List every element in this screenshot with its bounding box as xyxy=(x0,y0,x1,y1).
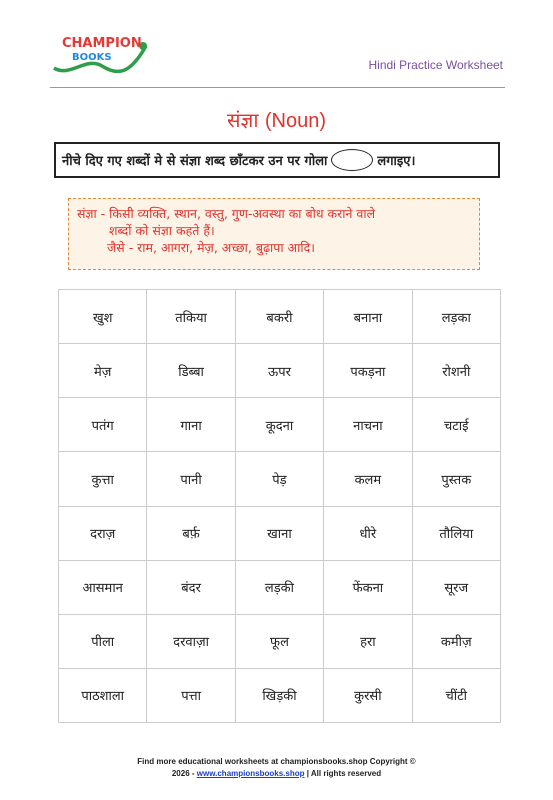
word-cell[interactable]: गाना xyxy=(147,398,235,452)
logo-text-books: BOOKS xyxy=(72,52,112,63)
word-cell[interactable]: तौलिया xyxy=(412,506,500,560)
word-cell[interactable]: पाठशाला xyxy=(59,668,147,722)
word-cell[interactable]: कुत्ता xyxy=(59,452,147,506)
word-cell[interactable]: पुस्तक xyxy=(412,452,500,506)
word-cell[interactable]: पत्ता xyxy=(147,668,235,722)
word-row xyxy=(59,344,501,398)
word-cell[interactable]: आसमान xyxy=(59,560,147,614)
word-cell[interactable]: पीला xyxy=(59,614,147,668)
instruction-text-end: लगाइए। xyxy=(377,154,416,169)
word-cell[interactable]: खुश xyxy=(59,290,147,344)
word-cell[interactable]: फेंकना xyxy=(324,560,412,614)
word-cell[interactable]: चींटी xyxy=(412,668,500,722)
word-row xyxy=(59,290,501,344)
worksheet-category: Hindi Practice Worksheet xyxy=(368,58,503,72)
word-grid xyxy=(58,289,501,723)
logo-text-champion: CHAMPION xyxy=(62,36,142,51)
word-cell[interactable]: हरा xyxy=(324,614,412,668)
word-cell[interactable]: नाचना xyxy=(324,398,412,452)
word-cell[interactable]: बकरी xyxy=(235,290,323,344)
word-row xyxy=(59,452,501,506)
word-cell[interactable]: कमीज़ xyxy=(412,614,500,668)
word-cell[interactable]: पेड़ xyxy=(235,452,323,506)
footer-line-2 xyxy=(0,768,553,780)
definition-box xyxy=(68,198,480,270)
word-cell[interactable]: बंदर xyxy=(147,560,235,614)
word-row xyxy=(59,506,501,560)
word-cell[interactable]: कलम xyxy=(324,452,412,506)
word-cell[interactable]: डिब्बा xyxy=(147,344,235,398)
instruction-box xyxy=(54,142,500,178)
champion-books-logo xyxy=(50,34,150,74)
page-header xyxy=(0,0,553,95)
footer-rights: | All rights reserved xyxy=(306,769,382,778)
word-cell[interactable]: दराज़ xyxy=(59,506,147,560)
word-cell[interactable]: कूदना xyxy=(235,398,323,452)
word-cell[interactable]: चटाई xyxy=(412,398,500,452)
word-cell[interactable]: रोशनी xyxy=(412,344,500,398)
word-cell[interactable]: बनाना xyxy=(324,290,412,344)
word-row xyxy=(59,614,501,668)
word-cell[interactable]: लड़का xyxy=(412,290,500,344)
word-row xyxy=(59,560,501,614)
instruction-text: नीचे दिए गए शब्दों मे से संज्ञा शब्द छाँटकर उन पर गोला xyxy=(62,154,328,169)
word-cell[interactable]: ऊपर xyxy=(235,344,323,398)
word-cell[interactable]: पतंग xyxy=(59,398,147,452)
word-cell[interactable]: सूरज xyxy=(412,560,500,614)
word-cell[interactable]: पकड़ना xyxy=(324,344,412,398)
footer-line-1: Find more educational worksheets at championsbooks.shop Copyright © xyxy=(137,757,416,766)
word-row xyxy=(59,398,501,452)
footer-year: 2026 - xyxy=(171,769,195,778)
definition-line-1: संज्ञा - किसी व्यक्ति, स्थान, वस्तु, गुण-अवस्था का बोध कराने वाले xyxy=(77,206,376,221)
word-row xyxy=(59,668,501,722)
word-cell[interactable]: फूल xyxy=(235,614,323,668)
word-cell[interactable]: पानी xyxy=(147,452,235,506)
page-title xyxy=(0,106,553,133)
title-english: (Noun) xyxy=(264,110,327,132)
footer-website-link[interactable]: www.championsbooks.shop xyxy=(196,769,305,778)
header-divider xyxy=(50,87,505,88)
definition-examples: जैसे - राम, आगरा, मेज़, अच्छा, बुढ़ापा आदि। xyxy=(107,240,315,255)
word-cell[interactable]: लड़की xyxy=(235,560,323,614)
title-hindi: संज्ञा xyxy=(226,108,259,132)
definition-line-2: शब्दों को संज्ञा कहते हैं। xyxy=(109,223,215,238)
word-cell[interactable]: तकिया xyxy=(147,290,235,344)
word-cell[interactable]: दरवाज़ा xyxy=(147,614,235,668)
page-footer xyxy=(0,756,553,780)
oval-icon xyxy=(331,149,373,171)
word-cell[interactable]: मेज़ xyxy=(59,344,147,398)
word-cell[interactable]: खाना xyxy=(235,506,323,560)
word-cell[interactable]: कुरसी xyxy=(324,668,412,722)
word-cell[interactable]: धीरे xyxy=(324,506,412,560)
word-cell[interactable]: बर्फ़ xyxy=(147,506,235,560)
word-cell[interactable]: खिड़की xyxy=(235,668,323,722)
